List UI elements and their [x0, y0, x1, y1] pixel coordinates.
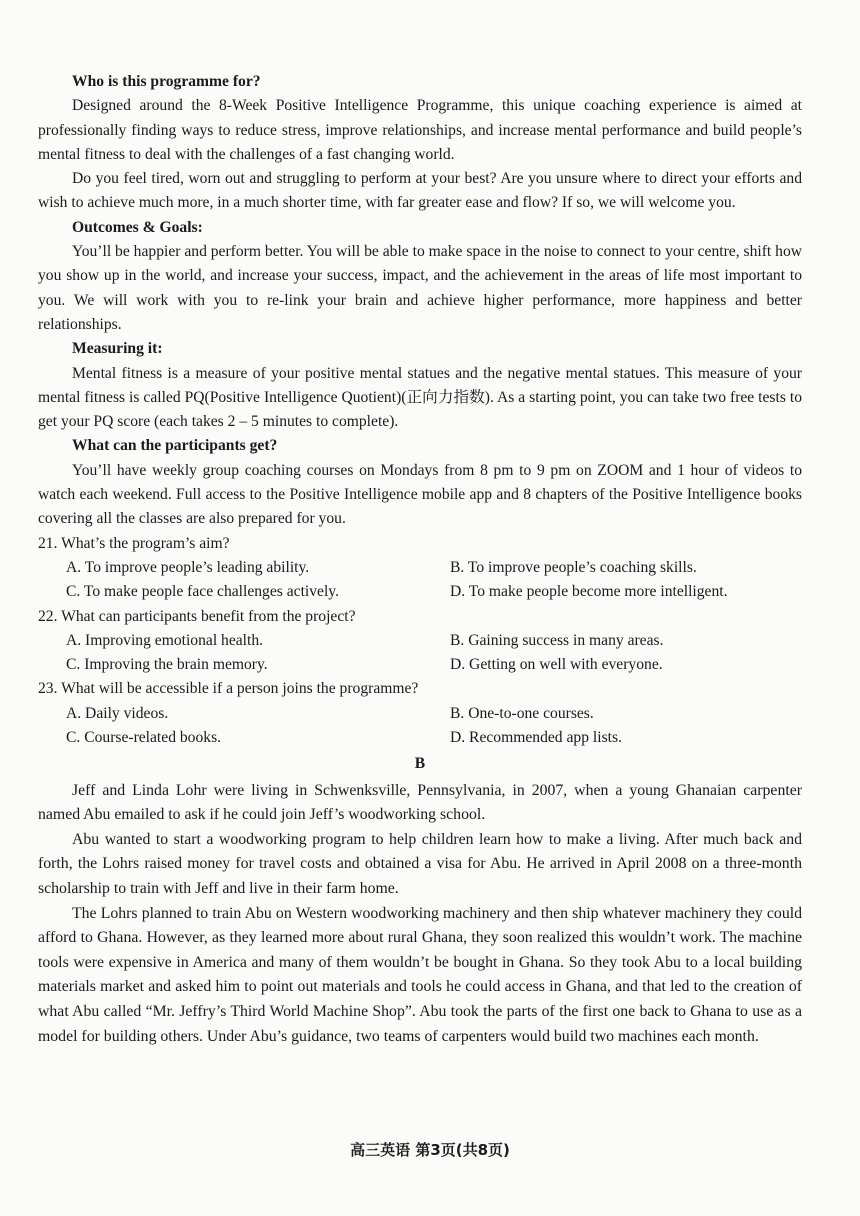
paragraph-b-2: Abu wanted to start a woodworking program to help children learn how to make a living. After much back and forth, the Lohrs raised money for travel costs and obtained a visa for Abu. He arrived in April 2008 on a three-month scholarship to train with Jeff and live in their farm home.: [38, 830, 802, 897]
page-content: [38, 70, 802, 1049]
section-b-label: B: [414, 755, 426, 773]
option-grid: [38, 556, 802, 605]
paragraph-measuring: Mental fitness is a measure of your positive mental statues and the negative mental statues. This measure of your mental fitness is called PQ(Positive Intelligence Quotient)(正向力指数). As a starting point, you can take two free tests to get your PQ score (each takes 2 – 5 minutes to complete).: [38, 364, 802, 431]
question-stem: 21. What’s the program’s aim?: [38, 534, 230, 552]
option-b: B. To improve people’s coaching skills.: [450, 558, 697, 576]
heading-outcomes-goals: Outcomes & Goals:: [72, 218, 203, 236]
option-a: A. Improving emotional health.: [66, 631, 264, 649]
question-stem: 22. What can participants benefit from the project?: [38, 607, 356, 625]
option-d: D. Recommended app lists.: [450, 729, 622, 747]
option-c: C. Course-related books.: [66, 729, 222, 747]
question-21: [38, 532, 802, 605]
question-22: [38, 605, 802, 678]
option-b: B. Gaining success in many areas.: [450, 631, 664, 649]
option-a: A. Daily videos.: [66, 704, 169, 722]
paragraph-b-3: The Lohrs planned to train Abu on Western woodworking machinery and then ship whatever machinery they could afford to Ghana. However, as they learned more about rural Ghana, they soon realized this wouldn’t work. The machine tools were expensive in America and many of them wouldn’t be bought in Ghana. So they took Abu to a local building materials market and asked him to point out materials and tools he could access in Ghana, and that led to the creation of what Abu called “Mr. Jeffry’s Third World Machine Shop”. Abu took the parts of the first one back to Ghana to use as a model for building others. Under Abu’s guidance, two teams of carpenters would build two machines each month.: [38, 904, 802, 1045]
option-grid: [38, 702, 802, 751]
paragraph-participants-get: You’ll have weekly group coaching courses on Mondays from 8 pm to 9 pm on ZOOM and 1 hour of videos to watch each weekend. Full access to the Positive Intelligence mobile app and 8 chapters of the Positive Intelligence books covering all the classes are also prepared for you.: [38, 461, 802, 528]
paragraph-b-1: Jeff and Linda Lohr were living in Schwenksville, Pennsylvania, in 2007, when a young Ghanaian carpenter named Abu emailed to ask if he could join Jeff’s woodworking school.: [38, 781, 802, 824]
page-footer: 高三英语 第3页(共8页): [350, 1141, 510, 1159]
heading-measuring-it: Measuring it:: [72, 340, 163, 358]
paragraph-outcomes: You’ll be happier and perform better. You will be able to make space in the noise to connect to your centre, shift how you show up in the world, and increase your success, impact, and the achievement in the areas of life most important to you. We will work with you to re-link your brain and achieve higher performance, more happiness and better relationships.: [38, 243, 802, 333]
option-c: C. Improving the brain memory.: [66, 656, 268, 674]
heading-who-for: Who is this programme for?: [72, 73, 261, 90]
question-stem: 23. What will be accessible if a person joins the programme?: [38, 680, 419, 698]
option-d: D. Getting on well with everyone.: [450, 656, 663, 674]
question-23: [38, 677, 802, 750]
option-grid: [38, 629, 802, 678]
option-c: C. To make people face challenges actively.: [66, 583, 339, 601]
heading-what-participants-get: What can the participants get?: [72, 437, 278, 455]
option-a: A. To improve people’s leading ability.: [66, 558, 310, 576]
paragraph-who-for-2: Do you feel tired, worn out and struggling to perform at your best? Are you unsure where to direct your efforts and wish to achieve much more, in a much shorter time, with far greater ease and flow? If so, we will welcome you.: [38, 170, 802, 212]
paragraph-who-for-1: Designed around the 8-Week Positive Intelligence Programme, this unique coaching experience is aimed at professionally finding ways to reduce stress, improve relationships, and increase mental performance and build people’s mental fitness to deal with the challenges of a fast changing world.: [38, 97, 802, 163]
option-b: B. One-to-one courses.: [450, 704, 594, 722]
section-b-passage: [38, 779, 802, 1050]
option-d: D. To make people become more intelligent.: [450, 583, 728, 601]
section-a: [38, 70, 802, 532]
